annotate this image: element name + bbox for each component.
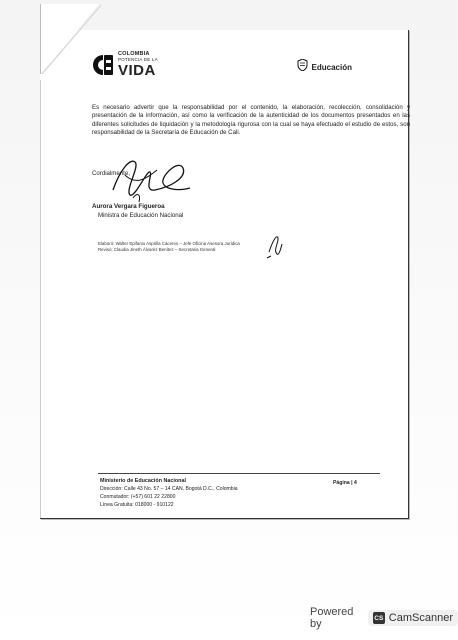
page-content	[40, 30, 408, 518]
colombia-logo-text	[118, 52, 158, 78]
page-number: Página | 4	[333, 480, 357, 486]
coat-of-arms-icon	[297, 58, 308, 76]
footer-divider	[98, 473, 380, 474]
footer-phone: Conmutador: (+57) 601 22 22800	[100, 494, 176, 500]
reviewed-by: Revisó: Claudia Jineth Álvarez Benítez – Secretaria General	[98, 247, 216, 252]
prepared-by: Elaboró: Walter Epifanio Asprilla Cáceres – Jefe Oficina Asesora Jurídica	[98, 241, 240, 246]
footer-toll-free: Línea Gratuita: 018000 - 910122	[100, 502, 174, 508]
closing-text: Cordialmente,	[92, 170, 130, 177]
camscanner-watermark	[310, 606, 458, 630]
colombia-logo	[92, 52, 158, 78]
signer-role: Ministra de Educación Nacional	[98, 212, 184, 219]
signer-name: Aurora Vergara Figueroa	[92, 203, 165, 210]
footer-title: Ministerio de Educación Nacional	[100, 478, 186, 484]
camscanner-badge	[368, 610, 458, 626]
logo-line2: POTENCIA DE LA	[118, 56, 158, 62]
initials-mark-icon	[265, 230, 285, 265]
powered-by-text: Powered by	[310, 606, 354, 630]
body-paragraph: Es necesario advertir que la responsabilidad por el contenido, la elaboración, recolección, consolidación y presentación de la información, así como la verificación de la autenticidad de los documentos presentados en las diferentes solicitudes de liquidación y la metodología rigurosa con la cual se haya efectuado el estudio de estos, son responsabilidad de la Secretaría de Educación de Cali.	[92, 104, 410, 137]
logo-line1: COLOMBIA	[118, 51, 150, 57]
colombia-logo-mark-icon	[92, 54, 114, 76]
ministry-label: Educación	[311, 62, 352, 72]
logo-vida: VIDA	[118, 62, 156, 79]
camscanner-icon: CS	[373, 612, 385, 624]
ministry-logo	[297, 58, 352, 76]
camscanner-brand: CamScanner	[388, 612, 453, 624]
footer-address: Dirección: Calle 43 No. 57 – 14 CAN, Bogotá D.C., Colombia	[100, 486, 238, 492]
